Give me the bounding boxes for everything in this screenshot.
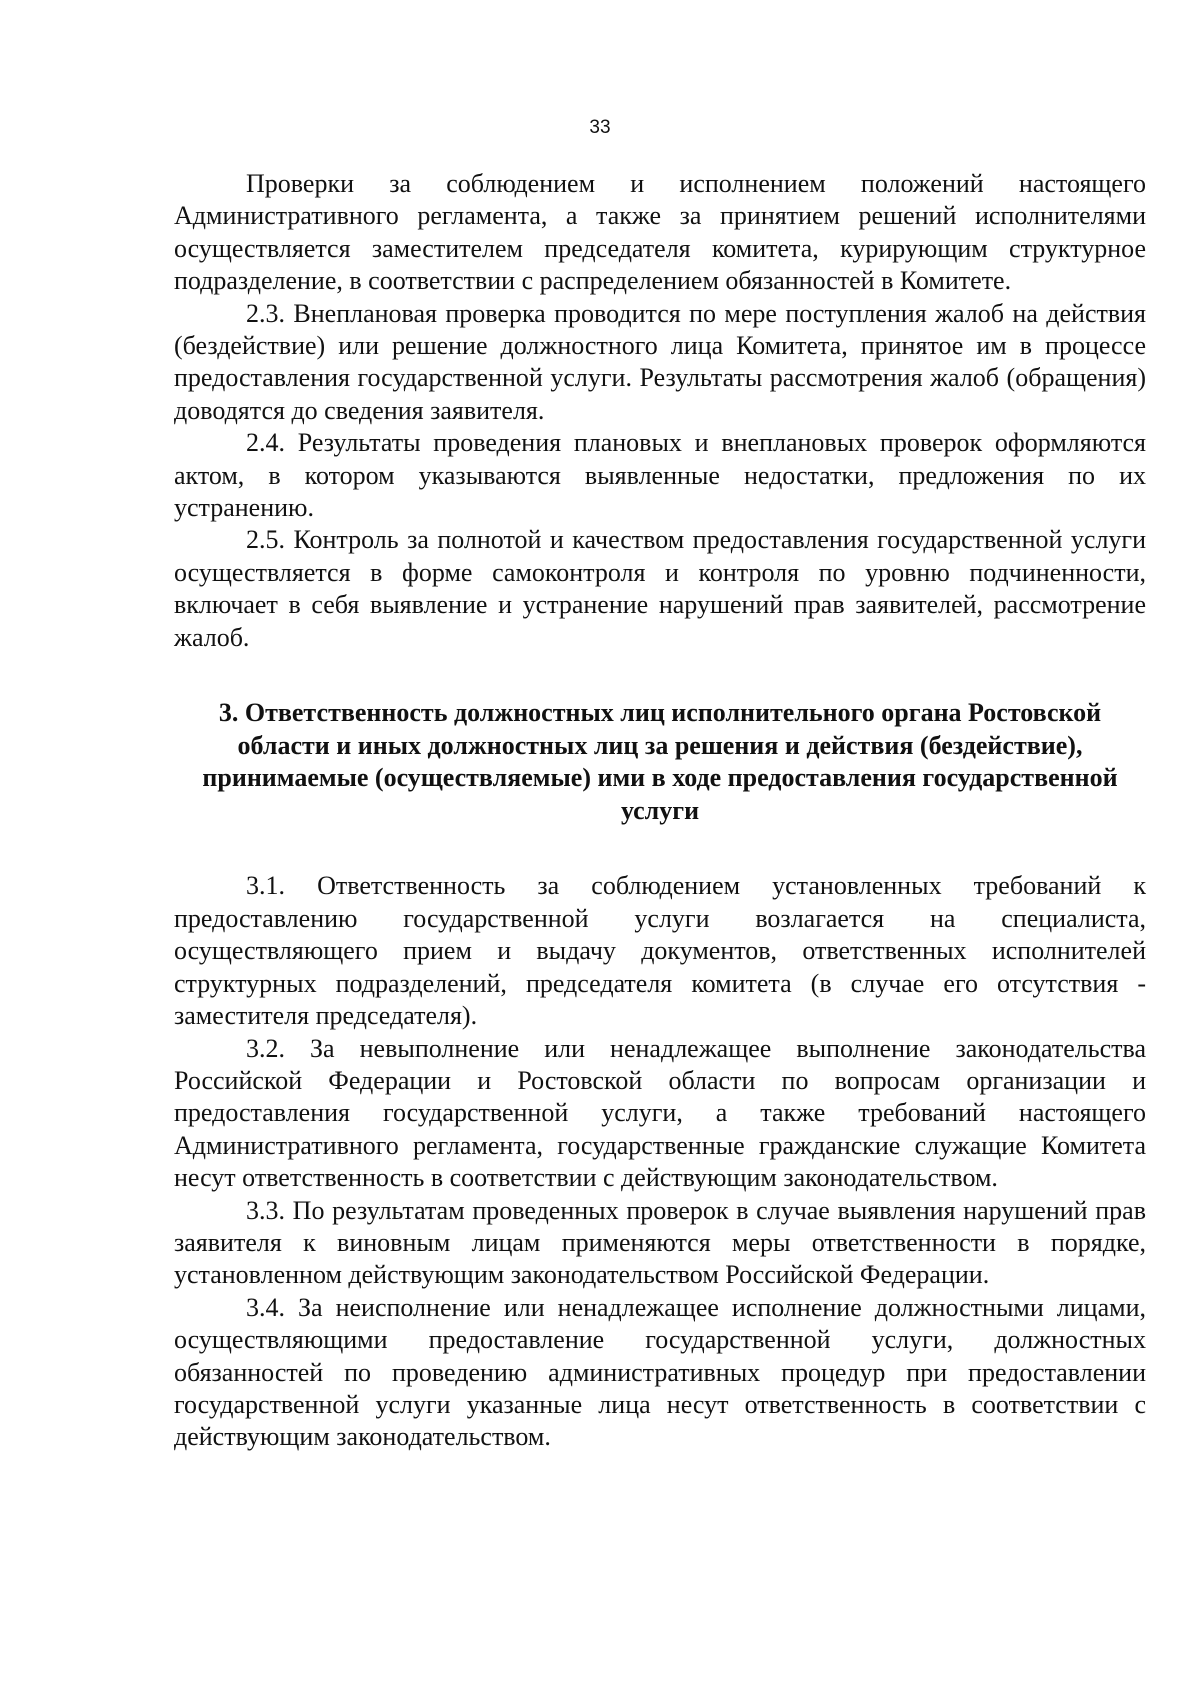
paragraph-2-4: 2.4. Результаты проведения плановых и внеплановых проверок оформляются актом, в котором указываются выявленные недостатки, предложения по их устранению. [174, 428, 1146, 523]
paragraph-2-2-continued: Проверки за соблюдением и исполнением положений настоящего Административного регламента, а также за принятием решений исполнителями осуществляется заместителем председателя комитета, курирующим структурное подразделение, в соответствии с распределением обязанностей в Комитете. [174, 169, 1146, 296]
paragraph-2-3: 2.3. Внеплановая проверка проводится по мере поступления жалоб на действия (бездействие) или решение должностного лица Комитета, принятое им в процессе предоставления государственной услуги. Результаты рассмотрения жалоб (обращения) доводятся до сведения заявителя. [174, 298, 1146, 425]
section-3-heading: 3. Ответственность должностных лиц исполнительного органа Ростовской области и иных должностных лиц за решения и действия (бездействие), принимаемые (осуществляемые) ими в ходе предоставления государственной услуги [202, 698, 1118, 825]
paragraph-3-1: 3.1. Ответственность за соблюдением установленных требований к предоставлению государственной услуги возлагается на специалиста, осуществляющего прием и выдачу документов, ответственных исполнителей структурных подразделений, председателя комитета (в случае его отсутствия - заместителя председателя). [174, 871, 1146, 1031]
page-content [174, 168, 1146, 1454]
paragraph-2-5: 2.5. Контроль за полнотой и качеством предоставления государственной услуги осуществляется в форме самоконтроля и контроля по уровню подчиненности, включает в себя выявление и устранение нарушений прав заявителей, рассмотрение жалоб. [174, 525, 1146, 652]
paragraph-3-3: 3.3. По результатам проведенных проверок в случае выявления нарушений прав заявителя к виновным лицам применяются меры ответственности в порядке, установленном действующим законодательством Российской Федерации. [174, 1195, 1146, 1290]
paragraph-3-4: 3.4. За неисполнение или ненадлежащее исполнение должностными лицами, осуществляющими предоставление государственной услуги, должностных обязанностей по проведению административных процедур при предоставлении государственной услуги указанные лица несут ответственность в соответствии с действующим законодательством. [174, 1292, 1146, 1452]
page-number: 33 [589, 117, 611, 138]
paragraph-3-2: 3.2. За невыполнение или ненадлежащее выполнение законодательства Российской Федерации и Ростовской области по вопросам организации и предоставления государственной услуги, а также требований настоящего Административного регламента, государственные гражданские служащие Комитета несут ответственность в соответствии с действующим законодательством. [174, 1033, 1146, 1193]
